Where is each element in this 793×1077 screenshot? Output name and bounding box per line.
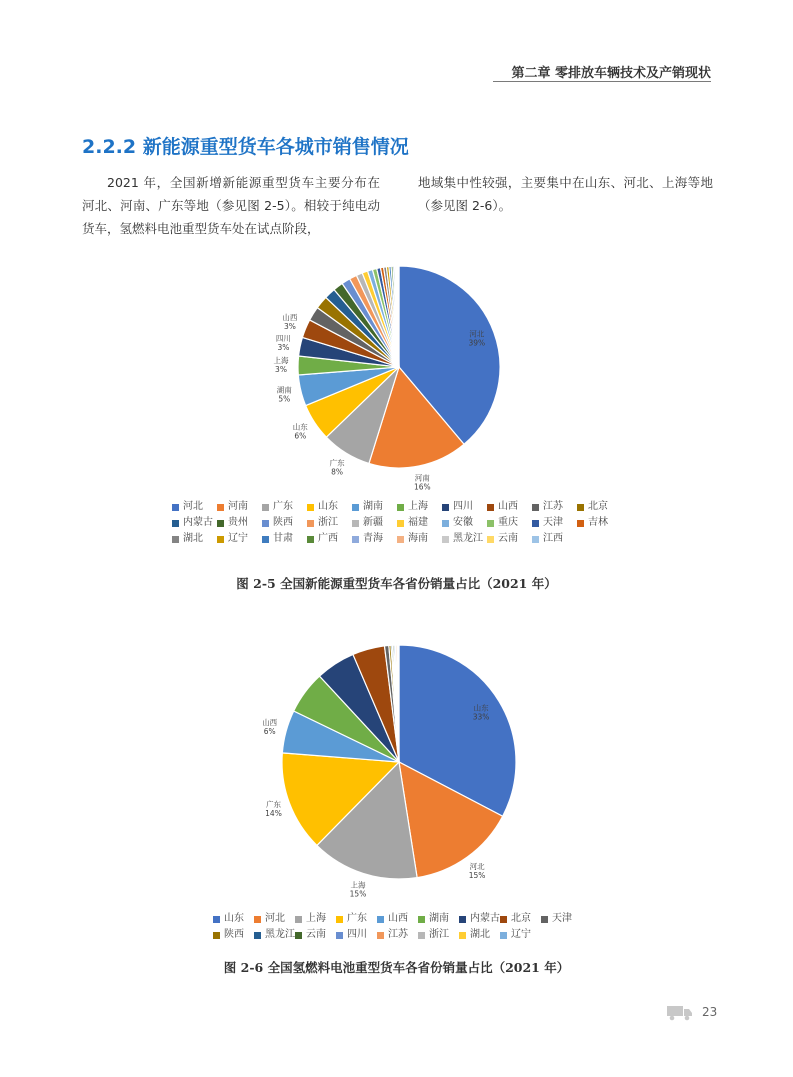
legend-swatch xyxy=(532,504,539,511)
slice-percent-label: 3% xyxy=(283,322,296,332)
legend-row xyxy=(213,927,582,943)
legend-label: 广东 xyxy=(273,501,293,512)
legend-swatch xyxy=(442,536,449,543)
legend-label: 陕西 xyxy=(273,517,293,528)
legend-swatch xyxy=(487,520,494,527)
slice-percent-label: 39% xyxy=(468,338,486,348)
slice-percent-label: 8% xyxy=(331,467,344,477)
legend-item xyxy=(352,499,397,515)
truck-icon xyxy=(667,1005,693,1021)
legend-swatch xyxy=(307,536,314,543)
legend-item xyxy=(352,515,397,531)
legend-swatch xyxy=(217,536,224,543)
legend-label: 北京 xyxy=(511,913,531,924)
legend-item xyxy=(500,911,541,927)
legend-label: 湖南 xyxy=(363,501,383,512)
legend-item xyxy=(442,515,487,531)
legend-swatch xyxy=(541,916,548,923)
legend-item xyxy=(577,499,622,515)
legend-swatch xyxy=(254,916,261,923)
legend-item xyxy=(254,911,295,927)
legend-swatch xyxy=(397,536,404,543)
legend-item xyxy=(459,911,500,927)
legend-swatch xyxy=(254,932,261,939)
legend-item xyxy=(500,927,541,943)
slice-name-label: 湖南 xyxy=(276,385,292,395)
legend-label: 内蒙古 xyxy=(470,913,500,924)
legend-item xyxy=(172,531,217,547)
legend-label: 内蒙古 xyxy=(183,517,213,528)
legend-swatch xyxy=(336,932,343,939)
legend-swatch xyxy=(352,504,359,511)
chapter-title: 第二章 零排放车辆技术及产销现状 xyxy=(511,66,711,81)
legend-item xyxy=(487,499,532,515)
slice-name-label: 四川 xyxy=(275,334,291,344)
legend-item xyxy=(377,911,418,927)
legend-swatch xyxy=(295,932,302,939)
legend-swatch xyxy=(377,932,384,939)
legend-label: 河北 xyxy=(183,501,203,512)
legend-item xyxy=(577,515,622,531)
legend-item xyxy=(442,531,487,547)
legend-item xyxy=(217,531,262,547)
figure-caption-2-5: 图 2-5 全国新能源重型货车各省份销量占比（2021 年） xyxy=(236,576,557,591)
legend-label: 广东 xyxy=(347,913,367,924)
legend-swatch xyxy=(307,520,314,527)
legend-swatch xyxy=(397,520,404,527)
legend-swatch xyxy=(172,520,179,527)
legend-swatch xyxy=(500,916,507,923)
legend-swatch xyxy=(532,520,539,527)
legend-item xyxy=(172,515,217,531)
legend-item xyxy=(532,499,577,515)
legend-row xyxy=(172,515,622,531)
legend-swatch xyxy=(262,520,269,527)
legend-label: 广西 xyxy=(318,533,338,544)
legend-item xyxy=(487,531,532,547)
legend-label: 甘肃 xyxy=(273,533,293,544)
pie-chart-nev-trucks xyxy=(0,255,793,495)
legend-label: 江苏 xyxy=(388,929,408,940)
legend-nev-trucks xyxy=(172,499,622,547)
legend-label: 浙江 xyxy=(318,517,338,528)
slice-percent-label: 5% xyxy=(278,394,291,404)
pie-chart-fcev-trucks xyxy=(0,635,793,905)
legend-label: 四川 xyxy=(453,501,473,512)
legend-swatch xyxy=(377,916,384,923)
legend-item xyxy=(397,515,442,531)
legend-item xyxy=(213,911,254,927)
legend-label: 四川 xyxy=(347,929,367,940)
legend-item xyxy=(541,911,582,927)
legend-label: 山西 xyxy=(498,501,518,512)
legend-label: 山西 xyxy=(388,913,408,924)
legend-label: 吉林 xyxy=(588,517,608,528)
legend-swatch xyxy=(352,520,359,527)
legend-label: 山东 xyxy=(318,501,338,512)
legend-swatch xyxy=(352,536,359,543)
legend-item xyxy=(254,927,295,943)
legend-item xyxy=(295,911,336,927)
legend-label: 福建 xyxy=(408,517,428,528)
legend-swatch xyxy=(172,536,179,543)
legend-swatch xyxy=(262,536,269,543)
legend-row xyxy=(213,911,582,927)
slice-percent-label: 14% xyxy=(265,808,282,818)
legend-label: 天津 xyxy=(543,517,563,528)
slice-percent-label: 16% xyxy=(413,482,431,492)
slice-percent-label: 15% xyxy=(349,889,367,899)
legend-item xyxy=(418,927,459,943)
legend-item xyxy=(459,927,500,943)
slice-percent-label: 6% xyxy=(263,727,276,736)
legend-item xyxy=(352,531,397,547)
legend-row xyxy=(172,499,622,515)
legend-item xyxy=(487,515,532,531)
legend-item xyxy=(336,927,377,943)
legend-label: 黑龙江 xyxy=(265,929,295,940)
legend-label: 新疆 xyxy=(363,517,383,528)
legend-label: 陕西 xyxy=(224,929,244,940)
legend-item xyxy=(418,911,459,927)
legend-swatch xyxy=(172,504,179,511)
legend-swatch xyxy=(336,916,343,923)
legend-item xyxy=(262,515,307,531)
legend-label: 黑龙江 xyxy=(453,533,483,544)
legend-row xyxy=(172,531,622,547)
legend-label: 贵州 xyxy=(228,517,248,528)
legend-item xyxy=(397,499,442,515)
body-text-left: 2021 年，全国新增新能源重型货车主要分布在河北、河南、广东等地（参见图 2-5）。相较于纯电动货车，氢燃料电池重型货车处在试点阶段， xyxy=(82,175,380,236)
slice-name-label: 河北 xyxy=(469,861,485,871)
legend-swatch xyxy=(442,520,449,527)
legend-swatch xyxy=(262,504,269,511)
legend-swatch xyxy=(307,504,314,511)
legend-label: 海南 xyxy=(408,533,428,544)
legend-item xyxy=(217,499,262,515)
legend-item xyxy=(336,911,377,927)
legend-label: 天津 xyxy=(552,913,572,924)
legend-swatch xyxy=(418,916,425,923)
legend-item xyxy=(532,531,577,547)
legend-swatch xyxy=(500,932,507,939)
slice-percent-label: 3% xyxy=(277,343,290,353)
slice-name-label: 山东 xyxy=(473,703,489,713)
legend-label: 江西 xyxy=(543,533,563,544)
legend-label: 安徽 xyxy=(453,517,473,528)
slice-percent-label: 6% xyxy=(294,431,307,441)
legend-item xyxy=(307,531,352,547)
legend-label: 湖南 xyxy=(429,913,449,924)
legend-label: 云南 xyxy=(306,929,326,940)
slice-name-label: 山西 xyxy=(282,313,298,323)
legend-item xyxy=(172,499,217,515)
slice-percent-label: 15% xyxy=(468,870,486,880)
figure-caption-2-6: 图 2-6 全国氢燃料电池重型货车各省份销量占比（2021 年） xyxy=(223,960,570,975)
legend-swatch xyxy=(459,932,466,939)
legend-swatch xyxy=(532,536,539,543)
legend-swatch xyxy=(577,504,584,511)
legend-label: 江苏 xyxy=(543,501,563,512)
slice-name-label: 河南 xyxy=(414,473,430,483)
legend-item xyxy=(295,927,336,943)
legend-label: 河南 xyxy=(228,501,248,512)
legend-fcev-trucks xyxy=(213,911,582,943)
legend-swatch xyxy=(487,504,494,511)
legend-swatch xyxy=(459,916,466,923)
slice-name-label: 山东 xyxy=(292,422,308,432)
legend-item xyxy=(262,499,307,515)
legend-swatch xyxy=(397,504,404,511)
legend-label: 河北 xyxy=(265,913,285,924)
legend-label: 浙江 xyxy=(429,929,449,940)
legend-swatch xyxy=(213,932,220,939)
legend-item xyxy=(397,531,442,547)
legend-label: 辽宁 xyxy=(228,533,248,544)
legend-swatch xyxy=(295,916,302,923)
slice-percent-label: 33% xyxy=(472,712,490,722)
legend-swatch xyxy=(418,932,425,939)
slice-percent-label: 3% xyxy=(275,365,287,375)
legend-item xyxy=(213,927,254,943)
legend-item xyxy=(307,515,352,531)
legend-label: 辽宁 xyxy=(511,929,531,940)
legend-label: 湖北 xyxy=(470,929,490,940)
legend-label: 云南 xyxy=(498,533,518,544)
slice-name-label: 河北 xyxy=(469,329,485,339)
section-title: 2.2.2 新能源重型货车各城市销售情况 xyxy=(82,136,409,158)
legend-swatch xyxy=(577,520,584,527)
legend-swatch xyxy=(487,536,494,543)
legend-swatch xyxy=(217,504,224,511)
legend-label: 重庆 xyxy=(498,517,518,528)
legend-label: 北京 xyxy=(588,501,608,512)
slice-name-label: 上海 xyxy=(350,880,366,890)
header-divider xyxy=(493,81,711,82)
legend-label: 湖北 xyxy=(183,533,203,544)
legend-item xyxy=(307,499,352,515)
legend-label: 青海 xyxy=(363,533,383,544)
legend-swatch xyxy=(217,520,224,527)
slice-name-label: 广东 xyxy=(329,458,345,468)
slice-name-label: 广东 xyxy=(266,799,281,809)
page-number: 23 xyxy=(702,1005,718,1019)
legend-label: 上海 xyxy=(306,913,326,924)
legend-label: 上海 xyxy=(408,501,428,512)
legend-swatch xyxy=(442,504,449,511)
legend-item xyxy=(377,927,418,943)
legend-item xyxy=(262,531,307,547)
legend-item xyxy=(217,515,262,531)
slice-name-label: 上海 xyxy=(273,356,289,366)
body-text-right: 地域集中性较强，主要集中在山东、河北、上海等地（参见图 2-6）。 xyxy=(418,175,713,213)
legend-label: 山东 xyxy=(224,913,244,924)
slice-name-label: 山西 xyxy=(262,718,278,727)
pie-slice-辽宁 xyxy=(398,645,399,762)
legend-item xyxy=(532,515,577,531)
legend-item xyxy=(442,499,487,515)
legend-swatch xyxy=(213,916,220,923)
